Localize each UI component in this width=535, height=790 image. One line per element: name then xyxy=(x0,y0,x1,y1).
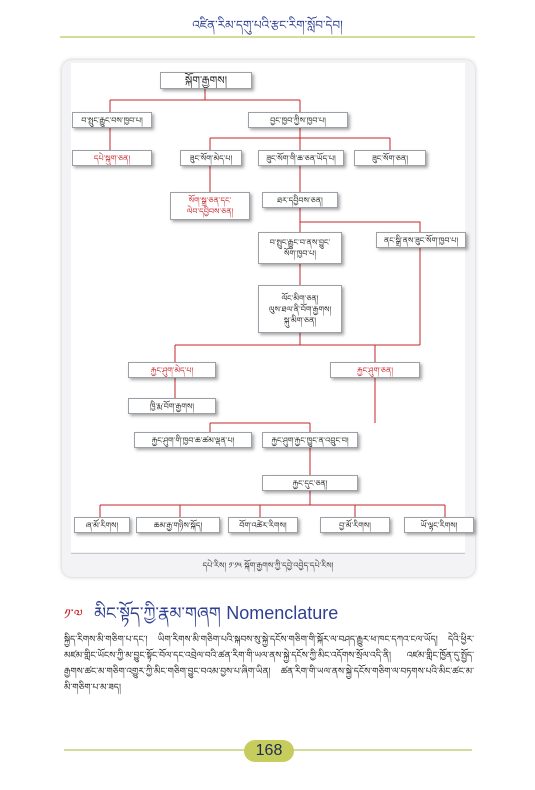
diagram-node: ཐར་དབྱིབས་ཅན། xyxy=(262,192,338,208)
diagram-node: བ་སྤུང་རྒྱུང་བ་ནས་བྱུང་ སོག་ཁྱབ་པ། xyxy=(258,232,342,264)
diagram-node: ཆམ་རྒྱ་གཉིས་སྐོད། xyxy=(136,517,220,533)
diagram-node: ཟུང་སོག་མེད་པ། xyxy=(180,150,242,166)
figure-caption: དཔེ་རིས། ༡་༡༥ སྐོག་རྒྱགས་ཀྱི་དབྱེ་འབྱེད་དཔེ་རིས། xyxy=(202,561,334,570)
page-number: 168 xyxy=(244,740,294,762)
diagram-node: ལོང་མིག་ཅན། ལུས་ཐལ་ནི་བོག་རྒྱགས། སྐུ་མིག་ཅན། xyxy=(258,285,342,333)
diagram-node: རྐྱང་ཤུག་གི་ཁྱབ་ཆ་ཚམ་ལྡན་པ། xyxy=(134,432,252,448)
diagram-node: སོག་སྒྲ་ཅན་དང་ ལེབ་དབྱིབས་ཅན། xyxy=(170,192,250,220)
diagram-node: བ་སྤུང་རྒྱུང་བས་ཁྱབ་པ། xyxy=(72,112,152,128)
diagram-node: རྐྱང་ཤུག་ཅན། xyxy=(330,362,420,378)
diagram-node: ཞ་མོ་རིགས། xyxy=(74,517,130,533)
diagram-node: ནང་སྒྲི་ནས་ཟུང་སོག་ཁྱབ་པ། xyxy=(376,232,466,248)
section-title-tibetan: མིང་སྟོད་ཀྱི་རྣམ་གཞག xyxy=(94,604,221,624)
diagram-node: རྐྱང་ཤུག་མེད་པ། xyxy=(128,362,216,378)
diagram-node: བོག་འཚེར་རིགས། xyxy=(228,517,298,533)
diagram-node: རྐྱང་དུང་ཅན། xyxy=(262,475,358,491)
page-header: འཛིན་རིམ་དགུ་པའི་རྩང་རིག་སློབ་དེབ། xyxy=(192,18,343,32)
body-paragraph: སྐྱིད་རིགས་མི་གཅིག་པ་དང་། ཡིག་རིགས་མི་གཅིག་པའི་སྐབས་སུ་སྐྱེ་དངོས་གཅིག་གི་སྐོར་ལ་བཤད་རྒྱུར་ཕ་ཁང་དཀའ་ངལ་ཡོད། དེའི་ཕྱིར་མཛམ་གླིང་ཡོངས་ཀྱི་མ་བྱུང་སྟོང་བོལ་དང་འབྲེལ་བའི་ཚན་རིག་གི་ཡལ་ནས་སྐྱེ་དངོས་ཀྱི་མིང་འདོགས་སྲོལ་འདི་ནི། འཛམ་གླིང་ཁྱོན་དུ་སྤྱོད་རྒྱགས་ཚང་མ་གཅིག་འགྱུར་ཀྱི་མིང་གཅིག་བྱུང་བའམ་བྱས་པ་ཞིག་ཡིན། ཚན་རིག་གི་ཡལ་ནས་སྐྱེ་དངོས་གཅིག་ལ་བཏགས་པའི་མིང་ཚང་མ་མི་གཅིག་པ་མ་ཟད། xyxy=(64,635,474,693)
diagram-node: བྱ་མོ་རིགས། xyxy=(320,517,390,533)
section-number: ༡་༧ xyxy=(64,607,83,623)
diagram-node: ཟུང་སོག་ཅན། xyxy=(354,150,426,166)
diagram-node: ཟུང་སོག་གི་ཆ་ཅན་ཡོད་པ། xyxy=(258,150,344,166)
section-title-english: Nomenclature xyxy=(226,603,339,623)
diagram-node: ཡོ་ལྷང་རིགས། xyxy=(404,517,474,533)
caption-rule xyxy=(71,553,465,554)
diagram-node: བྱང་ཁྱབ་ཀྱིས་ཁྱབ་པ། xyxy=(248,112,348,128)
diagram-node: དཔེ་སྐུག་ཅན། xyxy=(72,150,152,166)
diagram-node: ཁྱི་རྨ་བོག་རྒྱགས། xyxy=(128,398,216,414)
diagram-node: རྐྱང་ཤུག་རྐྱང་ཁྱུང་ན་འབྲུང་བ། xyxy=(262,432,358,448)
diagram-node-root: སྐོག་རྒྱགས། xyxy=(160,72,252,89)
